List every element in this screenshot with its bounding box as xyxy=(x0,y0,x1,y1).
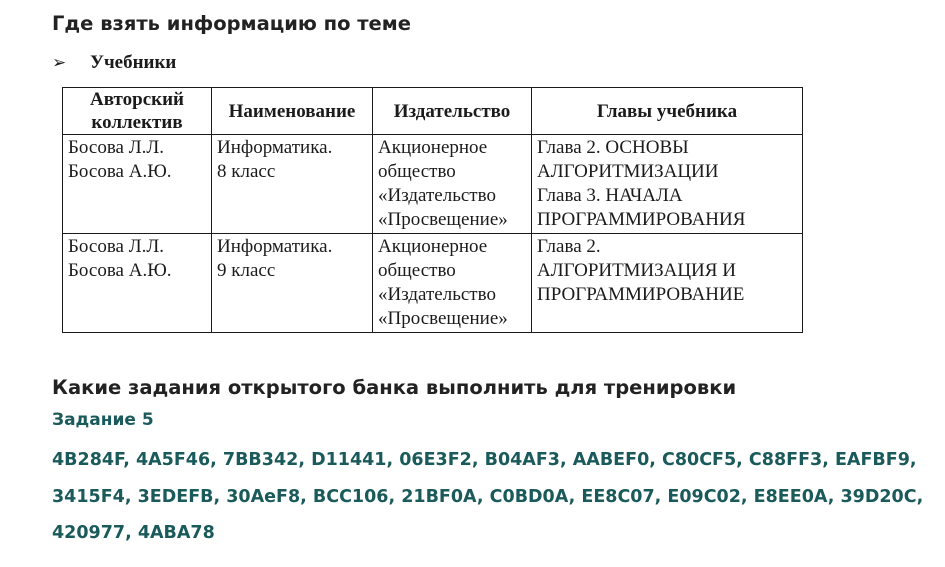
cell-authors xyxy=(63,234,212,333)
column-header-publisher: Издательство xyxy=(373,88,532,135)
sources-heading: Где взять информацию по теме xyxy=(52,12,411,35)
task-code: C80CF5 xyxy=(662,450,737,470)
arrow-bullet-icon: ➢ xyxy=(52,53,67,73)
cell-authors-line: Босова А.Ю. xyxy=(68,161,172,182)
cell-title xyxy=(212,135,373,234)
task-code: 3415F4 xyxy=(52,486,125,507)
cell-publisher-line: общество xyxy=(378,161,456,182)
task-code: 4B284F xyxy=(52,450,124,470)
cell-authors-line: Босова Л.Л. xyxy=(68,137,164,158)
task-code: B04AF3 xyxy=(484,450,560,470)
column-header-title: Наименование xyxy=(212,88,373,135)
cell-chapters-line: Глава 3. НАЧАЛА xyxy=(537,185,683,206)
task-code: 39D20C xyxy=(840,486,917,507)
task-code: D11441 xyxy=(311,450,387,470)
cell-chapters-line: ПРОГРАММИРОВАНИЯ xyxy=(537,209,746,230)
task-code: 420977 xyxy=(52,523,126,543)
cell-publisher-line: общество xyxy=(378,260,456,281)
cell-authors-line: Босова Л.Л. xyxy=(68,236,164,257)
cell-chapters-line: АЛГОРИТМИЗАЦИЯ И xyxy=(537,260,736,281)
cell-publisher-line: «Издательство xyxy=(378,284,496,305)
task-code: C0BD0A xyxy=(489,486,569,507)
task-code: 3EDEFB xyxy=(137,486,214,507)
task-code: 7BB342 xyxy=(222,450,299,470)
task-code: E8EE0A xyxy=(753,486,828,507)
task-code: EE8C07 xyxy=(581,486,655,507)
table-row xyxy=(63,234,803,333)
cell-publisher-line: «Издательство xyxy=(378,185,496,206)
cell-publisher xyxy=(373,135,532,234)
task-code: BCC106 xyxy=(312,486,389,507)
cell-authors xyxy=(63,135,212,234)
textbooks-label: Учебники xyxy=(90,52,177,73)
cell-publisher xyxy=(373,234,532,333)
task-code: 21BF0A xyxy=(401,486,477,507)
cell-title xyxy=(212,234,373,333)
task-code: 30AeF8 xyxy=(226,486,301,507)
cell-chapters-line: Глава 2. ОСНОВЫ xyxy=(537,137,689,158)
cell-publisher-line: «Просвещение» xyxy=(378,209,508,230)
cell-chapters-line: АЛГОРИТМИЗАЦИИ xyxy=(537,161,719,182)
column-header-authors: Авторский коллектив xyxy=(63,88,212,135)
cell-authors-line: Босова А.Ю. xyxy=(68,260,172,281)
column-header-chapters: Главы учебника xyxy=(532,88,803,135)
task-label: Задание 5 xyxy=(52,410,154,430)
textbooks-table xyxy=(62,87,803,333)
cell-chapters xyxy=(532,135,803,234)
tasks-heading: Какие задания открытого банка выполнить для тренировки xyxy=(52,376,737,399)
cell-title-line: Информатика. xyxy=(217,137,333,158)
task-codes-list: 4B284F, 4A5F46, 7BB342, D11441, 06E3F2, B04AF3, AABEF0, C80CF5, C88FF3, EAFBF9, 3415F4, 3EDEFB, 30AeF8, BCC106, 21BF0A, C0BD0A, EE8C07, E09C02, E8EE0A, 39D20C, 420977, 4ABA78 xyxy=(52,450,924,543)
cell-title-line: 8 класс xyxy=(217,161,276,182)
table-row xyxy=(63,135,803,234)
task-code: E09C02 xyxy=(667,486,741,507)
cell-publisher-line: Акционерное xyxy=(378,137,488,158)
task-code: 4ABA78 xyxy=(137,523,215,543)
task-code: AABEF0 xyxy=(572,450,650,470)
cell-chapters-line: Глава 2. xyxy=(537,236,601,257)
task-code: C88FF3 xyxy=(748,450,823,470)
table-header-row xyxy=(63,88,803,135)
cell-publisher-line: «Просвещение» xyxy=(378,308,508,329)
task-code: EAFBF9 xyxy=(834,450,910,470)
cell-publisher-line: Акционерное xyxy=(378,236,488,257)
textbooks-bullet xyxy=(52,52,176,74)
cell-chapters xyxy=(532,234,803,333)
task-code: 4A5F46 xyxy=(135,450,211,470)
task-code: 06E3F2 xyxy=(399,450,472,470)
cell-chapters-line: ПРОГРАММИРОВАНИЕ xyxy=(537,284,745,305)
cell-title-line: Информатика. xyxy=(217,236,333,257)
cell-title-line: 9 класс xyxy=(217,260,276,281)
